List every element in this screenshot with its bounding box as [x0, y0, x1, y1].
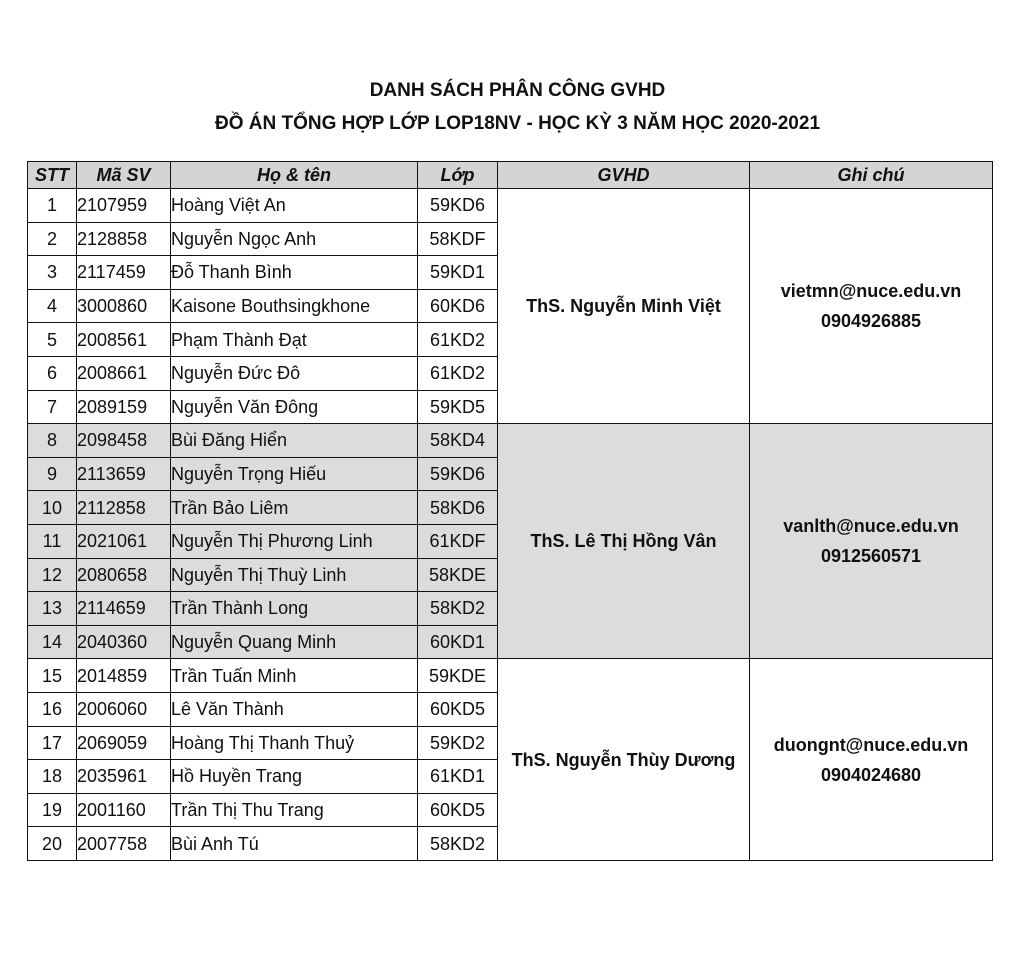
cell-class: 61KDF	[418, 524, 498, 558]
cell-class: 59KD6	[418, 457, 498, 491]
advisor-phone: 0904926885	[820, 311, 922, 332]
table-header-row	[28, 162, 993, 189]
cell-student-id: 2014859	[77, 659, 171, 693]
cell-class: 61KD1	[418, 760, 498, 794]
advisor-phone: 0912560571	[820, 546, 922, 567]
cell-student-id: 2001160	[77, 793, 171, 827]
cell-student-name: Phạm Thành Đạt	[171, 323, 418, 357]
cell-advisor: ThS. Lê Thị Hồng Vân	[498, 424, 750, 659]
cell-advisor: ThS. Nguyễn Minh Việt	[498, 189, 750, 424]
cell-student-name: Hồ Huyền Trang	[171, 760, 418, 794]
cell-stt: 7	[28, 390, 77, 424]
cell-student-name: Hoàng Thị Thanh Thuỷ	[171, 726, 418, 760]
cell-student-name: Bùi Anh Tú	[171, 827, 418, 861]
cell-class: 58KD6	[418, 491, 498, 525]
cell-class: 60KD5	[418, 692, 498, 726]
cell-class: 58KDF	[418, 222, 498, 256]
cell-class: 58KD4	[418, 424, 498, 458]
cell-stt: 17	[28, 726, 77, 760]
cell-student-id: 2117459	[77, 256, 171, 290]
cell-class: 60KD5	[418, 793, 498, 827]
cell-stt: 6	[28, 356, 77, 390]
cell-stt: 10	[28, 491, 77, 525]
table-row	[28, 659, 993, 693]
cell-student-name: Nguyễn Đức Đô	[171, 356, 418, 390]
cell-class: 58KD2	[418, 592, 498, 626]
title-line-1: DANH SÁCH PHÂN CÔNG GVHD	[369, 80, 666, 101]
cell-student-id: 2080658	[77, 558, 171, 592]
cell-class: 59KDE	[418, 659, 498, 693]
cell-student-id: 2040360	[77, 625, 171, 659]
cell-stt: 13	[28, 592, 77, 626]
cell-student-id: 2007758	[77, 827, 171, 861]
cell-class: 58KD2	[418, 827, 498, 861]
assignment-table	[27, 161, 993, 861]
cell-stt: 1	[28, 189, 77, 223]
cell-student-name: Nguyễn Quang Minh	[171, 625, 418, 659]
cell-class: 59KD1	[418, 256, 498, 290]
cell-student-name: Trần Bảo Liêm	[171, 491, 418, 525]
cell-student-id: 2006060	[77, 692, 171, 726]
cell-student-name: Trần Thị Thu Trang	[171, 793, 418, 827]
cell-stt: 3	[28, 256, 77, 290]
cell-stt: 4	[28, 289, 77, 323]
cell-student-id: 3000860	[77, 289, 171, 323]
cell-stt: 8	[28, 424, 77, 458]
cell-class: 59KD5	[418, 390, 498, 424]
cell-student-id: 2021061	[77, 524, 171, 558]
cell-class: 60KD1	[418, 625, 498, 659]
cell-student-name: Trần Thành Long	[171, 592, 418, 626]
cell-student-id: 2112858	[77, 491, 171, 525]
cell-student-id: 2107959	[77, 189, 171, 223]
cell-student-name: Trần Tuấn Minh	[171, 659, 418, 693]
advisor-email: duongnt@nuce.edu.vn	[773, 734, 969, 755]
cell-stt: 19	[28, 793, 77, 827]
cell-advisor: ThS. Nguyễn Thùy Dương	[498, 659, 750, 861]
cell-stt: 11	[28, 524, 77, 558]
header-name: Họ & tên	[171, 162, 418, 189]
cell-class: 59KD2	[418, 726, 498, 760]
cell-stt: 2	[28, 222, 77, 256]
cell-student-id: 2035961	[77, 760, 171, 794]
cell-student-id: 2128858	[77, 222, 171, 256]
cell-student-id: 2098458	[77, 424, 171, 458]
cell-student-id: 2114659	[77, 592, 171, 626]
advisor-phone: 0904024680	[820, 764, 922, 785]
cell-student-name: Nguyễn Văn Đông	[171, 390, 418, 424]
cell-class: 61KD2	[418, 323, 498, 357]
title-line-2: ĐỒ ÁN TỔNG HỢP LỚP LOP18NV - HỌC KỲ 3 NĂM HỌC 2020-2021	[214, 113, 821, 134]
header-lop: Lớp	[418, 162, 498, 189]
advisor-email: vietmn@nuce.edu.vn	[780, 281, 962, 302]
cell-stt: 18	[28, 760, 77, 794]
cell-student-name: Đỗ Thanh Bình	[171, 256, 418, 290]
cell-class: 60KD6	[418, 289, 498, 323]
header-gvhd: GVHD	[498, 162, 750, 189]
cell-advisor-contact	[750, 659, 993, 861]
header-note: Ghi chú	[750, 162, 993, 189]
cell-student-name: Nguyễn Thị Phương Linh	[171, 524, 418, 558]
cell-student-name: Nguyễn Ngọc Anh	[171, 222, 418, 256]
header-masv: Mã SV	[77, 162, 171, 189]
table-row	[28, 424, 993, 458]
cell-class: 61KD2	[418, 356, 498, 390]
cell-student-name: Bùi Đăng Hiển	[171, 424, 418, 458]
cell-student-id: 2113659	[77, 457, 171, 491]
cell-stt: 14	[28, 625, 77, 659]
cell-student-id: 2008661	[77, 356, 171, 390]
cell-student-name: Lê Văn Thành	[171, 692, 418, 726]
advisor-email: vanlth@nuce.edu.vn	[783, 516, 959, 537]
cell-class: 59KD6	[418, 189, 498, 223]
table-row	[28, 189, 993, 223]
cell-stt: 16	[28, 692, 77, 726]
cell-stt: 12	[28, 558, 77, 592]
cell-stt: 9	[28, 457, 77, 491]
cell-student-name: Kaisone Bouthsingkhone	[171, 289, 418, 323]
cell-student-id: 2008561	[77, 323, 171, 357]
cell-student-name: Hoàng Việt An	[171, 189, 418, 223]
document-title	[0, 74, 1025, 140]
cell-class: 58KDE	[418, 558, 498, 592]
cell-stt: 15	[28, 659, 77, 693]
header-stt: STT	[28, 162, 77, 189]
cell-stt: 20	[28, 827, 77, 861]
cell-student-name: Nguyễn Trọng Hiếu	[171, 457, 418, 491]
cell-stt: 5	[28, 323, 77, 357]
cell-student-id: 2089159	[77, 390, 171, 424]
cell-student-id: 2069059	[77, 726, 171, 760]
cell-advisor-contact	[750, 424, 993, 659]
cell-advisor-contact	[750, 189, 993, 424]
table-body	[28, 189, 993, 861]
cell-student-name: Nguyễn Thị Thuỳ Linh	[171, 558, 418, 592]
